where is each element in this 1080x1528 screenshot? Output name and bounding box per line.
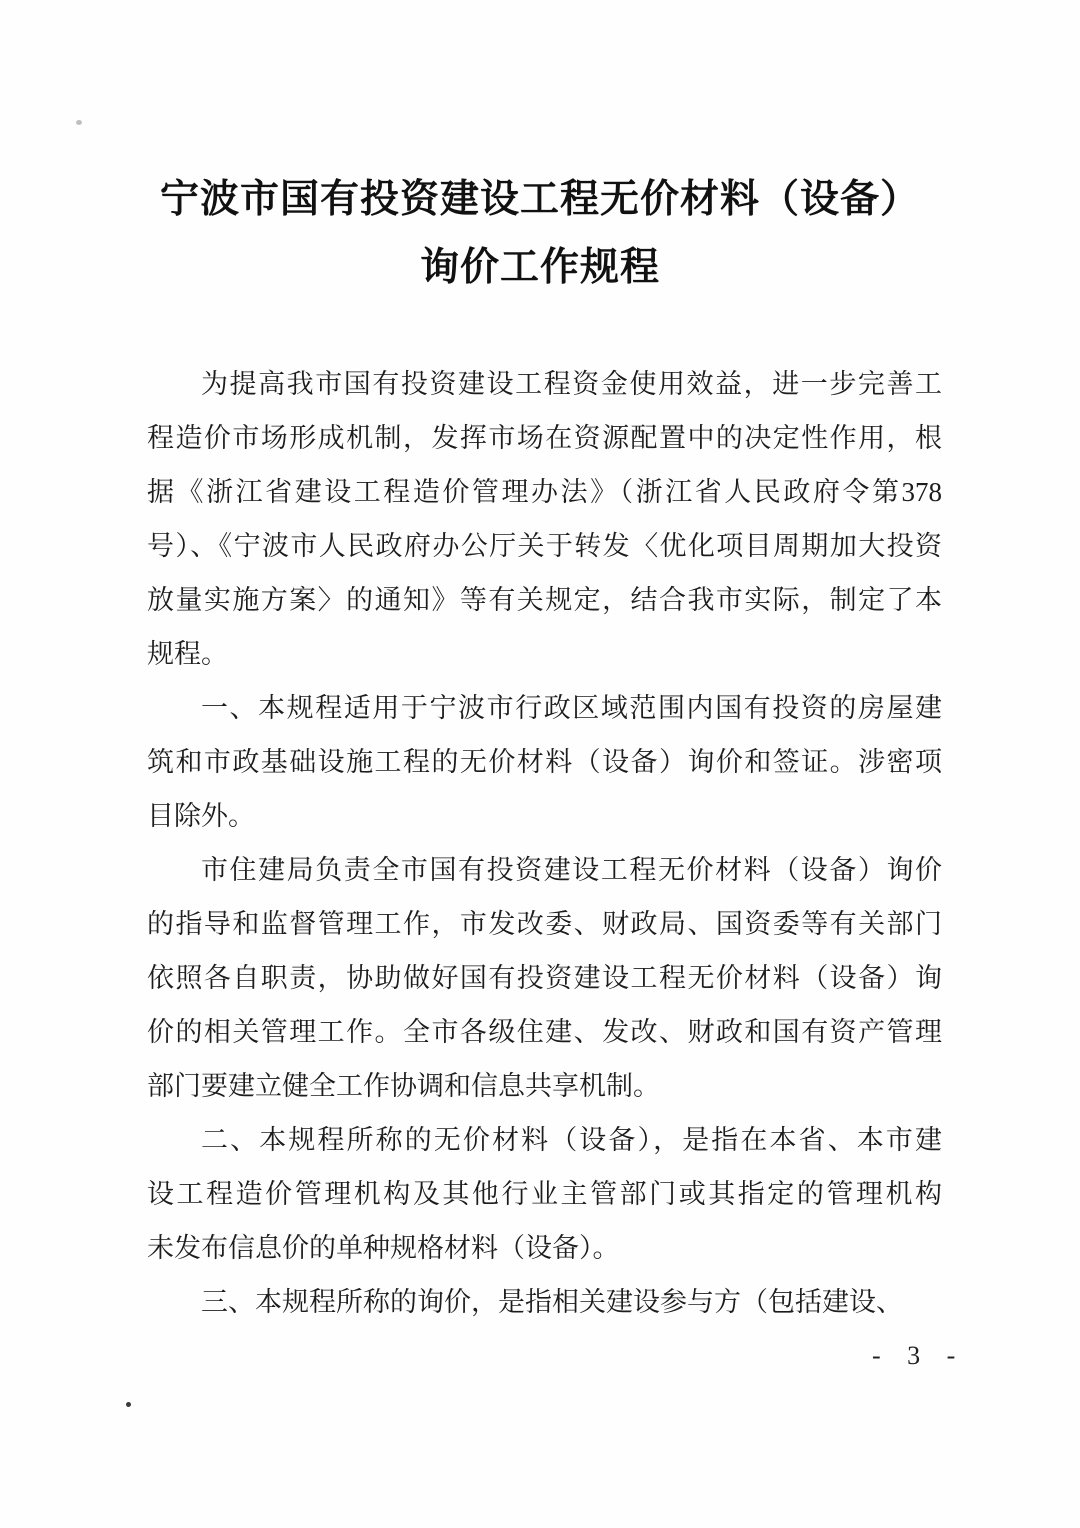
page-number: - 3 - [872, 1341, 966, 1370]
body-line: 价的相关管理工作。全市各级住建、发改、财政和国有资产管理 [147, 1017, 942, 1047]
body-line: 为提高我市国有投资建设工程资金使用效益，进一步完善工 [201, 369, 942, 399]
body-line: 的指导和监督管理工作，市发改委、财政局、国资委等有关部门 [147, 909, 942, 939]
body-line: 三、本规程所称的询价，是指相关建设参与方（包括建设、 [201, 1287, 903, 1317]
body-line: 一、本规程适用于宁波市行政区域范围内国有投资的房屋建 [201, 693, 942, 723]
document-title-line2: 询价工作规程 [419, 246, 660, 289]
body-line: 市住建局负责全市国有投资建设工程无价材料（设备）询价 [201, 855, 942, 885]
body-line: 未发布信息价的单种规格材料（设备）。 [147, 1233, 620, 1263]
body-line: 规程。 [147, 639, 228, 669]
body-line: 据《浙江省建设工程造价管理办法》（浙江省人民政府令第378 [147, 477, 942, 507]
scan-speck-bottom-left [126, 1402, 131, 1407]
body-line: 设工程造价管理机构及其他行业主管部门或其指定的管理机构 [147, 1179, 942, 1209]
scan-speck-top-left [76, 120, 82, 125]
body-line: 号）、《宁波市人民政府办公厅关于转发〈优化项目周期加大投资 [147, 531, 942, 561]
body-line: 目除外。 [147, 801, 255, 831]
body-line: 部门要建立健全工作协调和信息共享机制。 [147, 1071, 660, 1101]
body-line: 程造价市场形成机制，发挥市场在资源配置中的决定性作用，根 [147, 423, 942, 453]
body-line: 依照各自职责，协助做好国有投资建设工程无价材料（设备）询 [147, 963, 942, 993]
document-body [147, 357, 942, 1329]
body-line: 放量实施方案〉的通知》等有关规定，结合我市实际，制定了本 [147, 585, 942, 615]
document-title-line1: 宁波市国有投资建设工程无价材料（设备） [159, 178, 920, 221]
body-line: 二、本规程所称的无价材料（设备），是指在本省、本市建 [201, 1125, 942, 1155]
body-line: 筑和市政基础设施工程的无价材料（设备）询价和签证。涉密项 [147, 747, 942, 777]
